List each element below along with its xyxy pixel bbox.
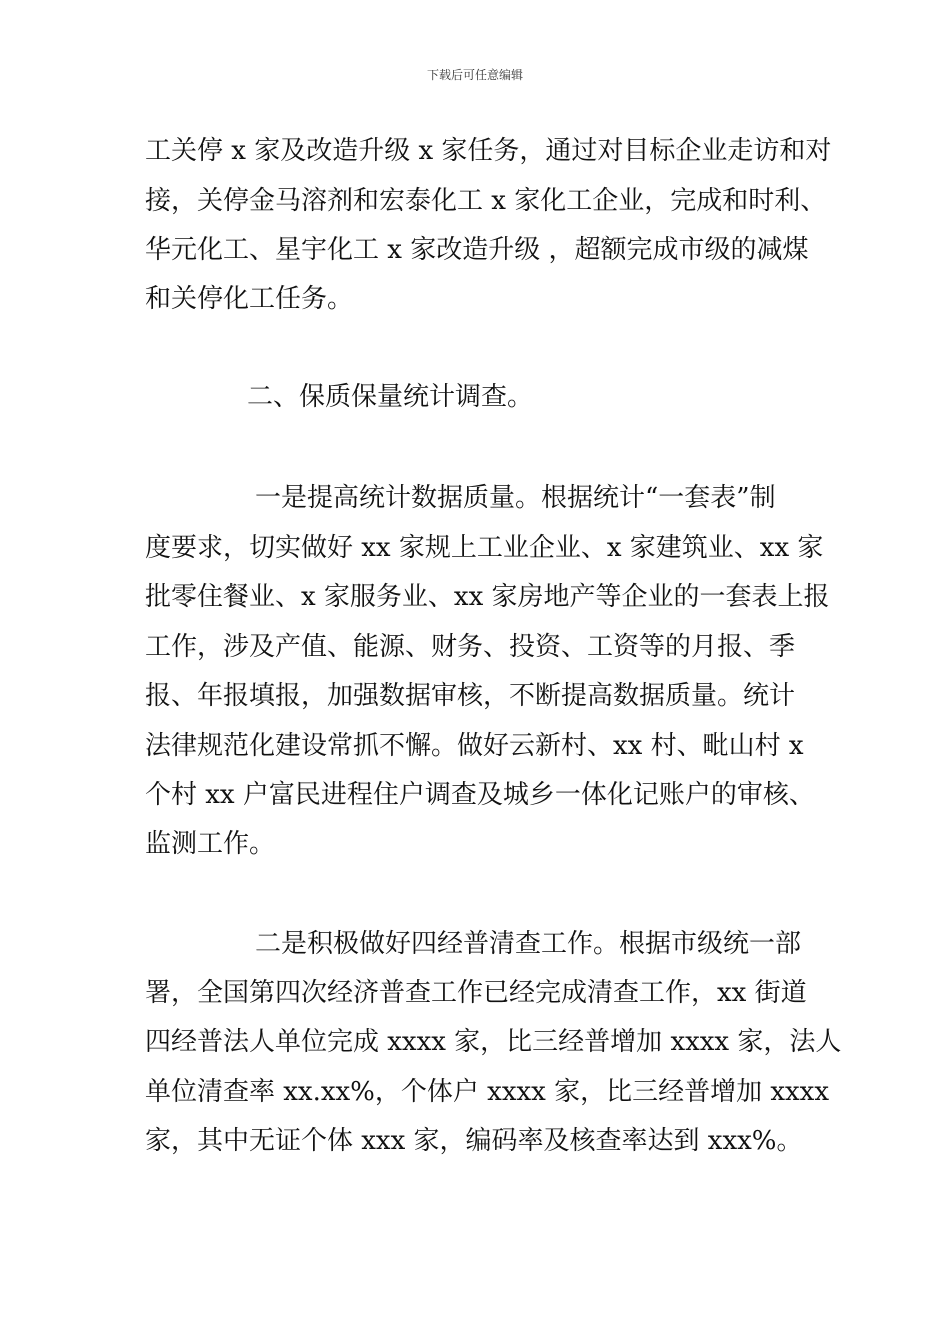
paragraph-line: 度要求，切实做好 xx 家规上工业企业、x 家建筑业、xx 家: [145, 533, 824, 563]
page-header: 下载后可任意编辑: [426, 68, 523, 82]
paragraph-line: 报、年报填报，加强数据审核，不断提高数据质量。统计: [145, 681, 796, 711]
paragraph-line: 署，全国第四次经济普查工作已经完成清查工作，xx 街道: [145, 978, 807, 1008]
paragraph-line: 接，关停金马溶剂和宏泰化工 x 家化工企业，完成和时利、: [145, 186, 827, 216]
section-heading: 二、保质保量统计调查。: [247, 382, 534, 412]
paragraph-line: 二是积极做好四经普清查工作。根据市级统一部: [255, 929, 802, 959]
paragraph-line: 批零住餐业、x 家服务业、xx 家房地产等企业的一套表上报: [145, 582, 830, 612]
paragraph-line: 工作，涉及产值、能源、财务、投资、工资等的月报、季: [145, 632, 796, 662]
paragraph-line: 和关停化工任务。: [145, 284, 354, 314]
paragraph-line: 单位清查率 xx.xx%，个体户 xxxx 家，比三经普增加 xxxx: [145, 1077, 829, 1107]
paragraph-line: 法律规范化建设常抓不懈。做好云新村、xx 村、毗山村 x: [145, 731, 804, 761]
paragraph-line: 监测工作。: [145, 829, 276, 859]
paragraph-line: 四经普法人单位完成 xxxx 家，比三经普增加 xxxx 家，法人: [145, 1027, 842, 1057]
paragraph-line: 工关停 x 家及改造升级 x 家任务，通过对目标企业走访和对: [145, 136, 832, 166]
paragraph-line: 家，其中无证个体 xxx 家，编码率及核查率达到 xxx%。: [145, 1126, 803, 1156]
paragraph-line: 个村 xx 户富民进程住户调查及城乡一体化记账户的审核、: [145, 780, 815, 810]
paragraph-line: 华元化工、星宇化工 x 家改造升级 ，超额完成市级的减煤: [145, 235, 809, 265]
paragraph-line: 一是提高统计数据质量。根据统计“一套表”制: [255, 483, 776, 513]
